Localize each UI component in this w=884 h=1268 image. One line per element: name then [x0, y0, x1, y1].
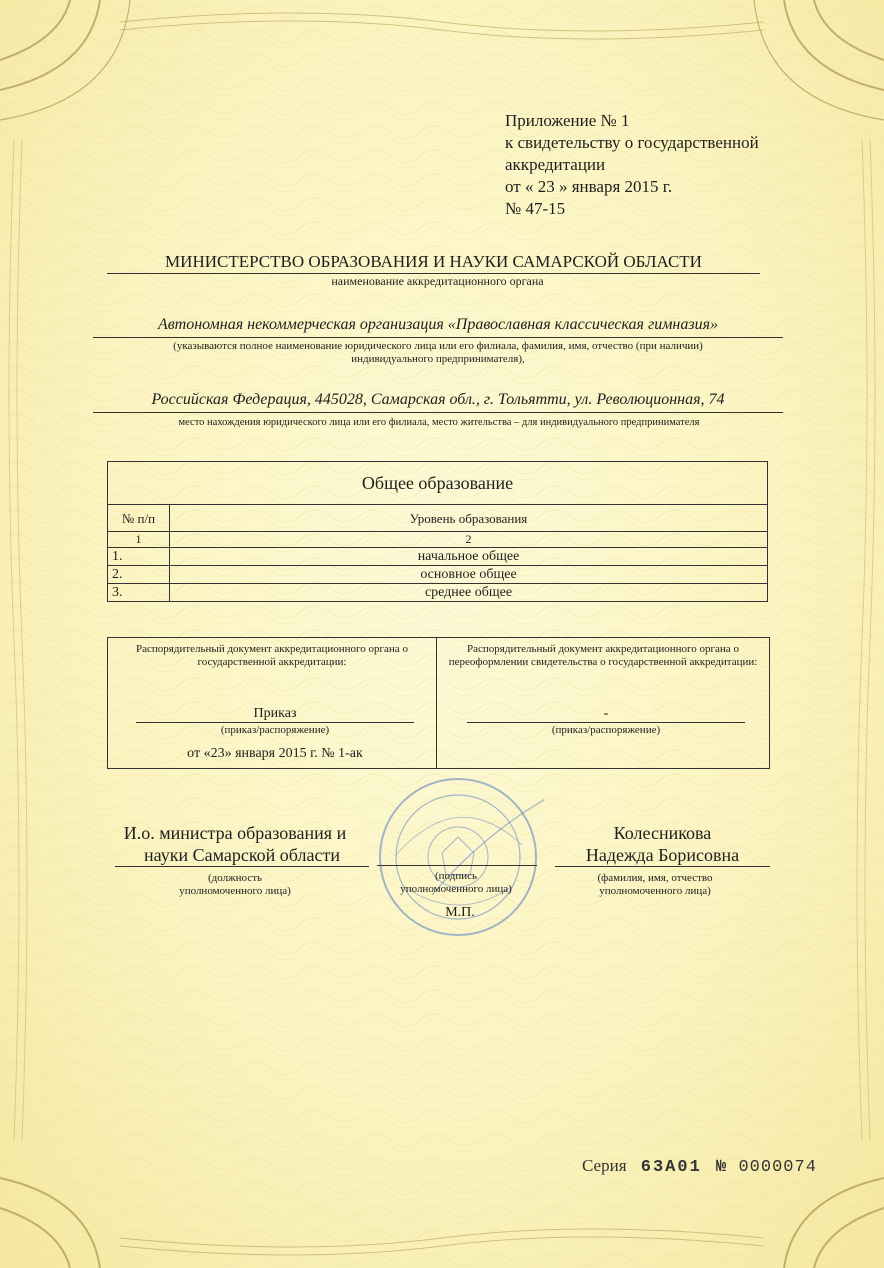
table-row [108, 584, 768, 602]
address-value: Российская Федерация, 445028, Самарская обл., г. Тольятти, ул. Революционная, 74 [93, 388, 783, 413]
appendix-block [505, 110, 759, 220]
organization-caption [93, 340, 783, 366]
row-level: начальное общее [170, 548, 768, 566]
signature-line [377, 865, 537, 866]
row-level: среднее общее [170, 584, 768, 602]
table-title: Общее образование [108, 462, 768, 505]
series-block [582, 1156, 817, 1177]
row-level: основное общее [170, 566, 768, 584]
authority-name: МИНИСТЕРСТВО ОБРАЗОВАНИЯ И НАУКИ САМАРСКОЙ ОБЛАСТИ [107, 251, 760, 274]
name-line2: Надежда Борисовна [555, 844, 770, 867]
position-block [107, 822, 363, 867]
right-caption: (приказ/распоряжение) [551, 724, 661, 736]
right-heading: Распорядительный документ аккредитационного органа о переоформлении свидетельства о государственной аккредитации: [448, 643, 758, 668]
seal-label: М.П. [445, 905, 475, 920]
position-caption [140, 872, 330, 898]
row-num: 2. [108, 566, 170, 584]
name-caption [560, 872, 750, 898]
left-date: от «23» января 2015 г. № 1-ак [187, 746, 363, 761]
signature-caption-1: (подпись [434, 870, 477, 882]
appendix-number: № 47-15 [505, 199, 566, 218]
table-row [108, 548, 768, 566]
position-caption-2: уполномоченного лица) [179, 885, 291, 897]
table-index-row [108, 532, 768, 548]
series-number-sign: № [716, 1158, 727, 1177]
authority-caption: наименование аккредитационного органа [331, 274, 544, 288]
left-caption: (приказ/распоряжение) [220, 724, 330, 736]
row-num: 1. [108, 548, 170, 566]
education-levels-table [107, 461, 768, 602]
organization-name: Автономная некоммерческая организация «Православная классическая гимназия» [93, 313, 783, 338]
appendix-title: Приложение № 1 [505, 111, 630, 130]
header-level: Уровень образования [170, 505, 768, 532]
series-code: 63А01 [640, 1158, 702, 1177]
table-title-row [108, 462, 768, 505]
name-caption-1: (фамилия, имя, отчество [597, 872, 713, 884]
position-line1: И.о. министра образования и [123, 823, 347, 843]
name-caption-2: уполномоченного лица) [599, 885, 711, 897]
index-1: 1 [108, 532, 170, 548]
appendix-date: от « 23 » января 2015 г. [505, 177, 673, 196]
table-row [108, 566, 768, 584]
index-2: 2 [170, 532, 768, 548]
signature-caption [370, 870, 542, 896]
appendix-line2: аккредитации [505, 155, 606, 174]
position-line2: науки Самарской области [115, 844, 369, 867]
header-num: № п/п [108, 505, 170, 532]
appendix-line1: к свидетельству о государственной [505, 133, 759, 152]
organization-caption-line1: (указываются полное наименование юридического лица или его филиала, фамилия, имя, отчество (при наличии) [173, 340, 703, 352]
documents-box [107, 637, 770, 769]
name-block [555, 822, 770, 867]
right-value: - [467, 706, 745, 723]
position-caption-1: (должность [207, 872, 263, 884]
documents-left [108, 638, 437, 768]
table-header-row [108, 505, 768, 532]
series-label: Серия [582, 1156, 627, 1175]
address-caption: место нахождения юридического лица или его филиала, место жительства – для индивидуального предпринимателя [178, 417, 700, 428]
row-num: 3. [108, 584, 170, 602]
left-heading: Распорядительный документ аккредитационного органа о государственной аккредитации: [136, 643, 408, 668]
left-value: Приказ [136, 706, 414, 723]
name-line1: Колесникова [613, 823, 712, 843]
documents-right [437, 638, 769, 768]
organization-caption-line2: индивидуального предпринимателя), [351, 353, 525, 365]
series-number: 0000074 [738, 1158, 817, 1177]
signature-caption-2: уполномоченного лица) [400, 883, 512, 895]
